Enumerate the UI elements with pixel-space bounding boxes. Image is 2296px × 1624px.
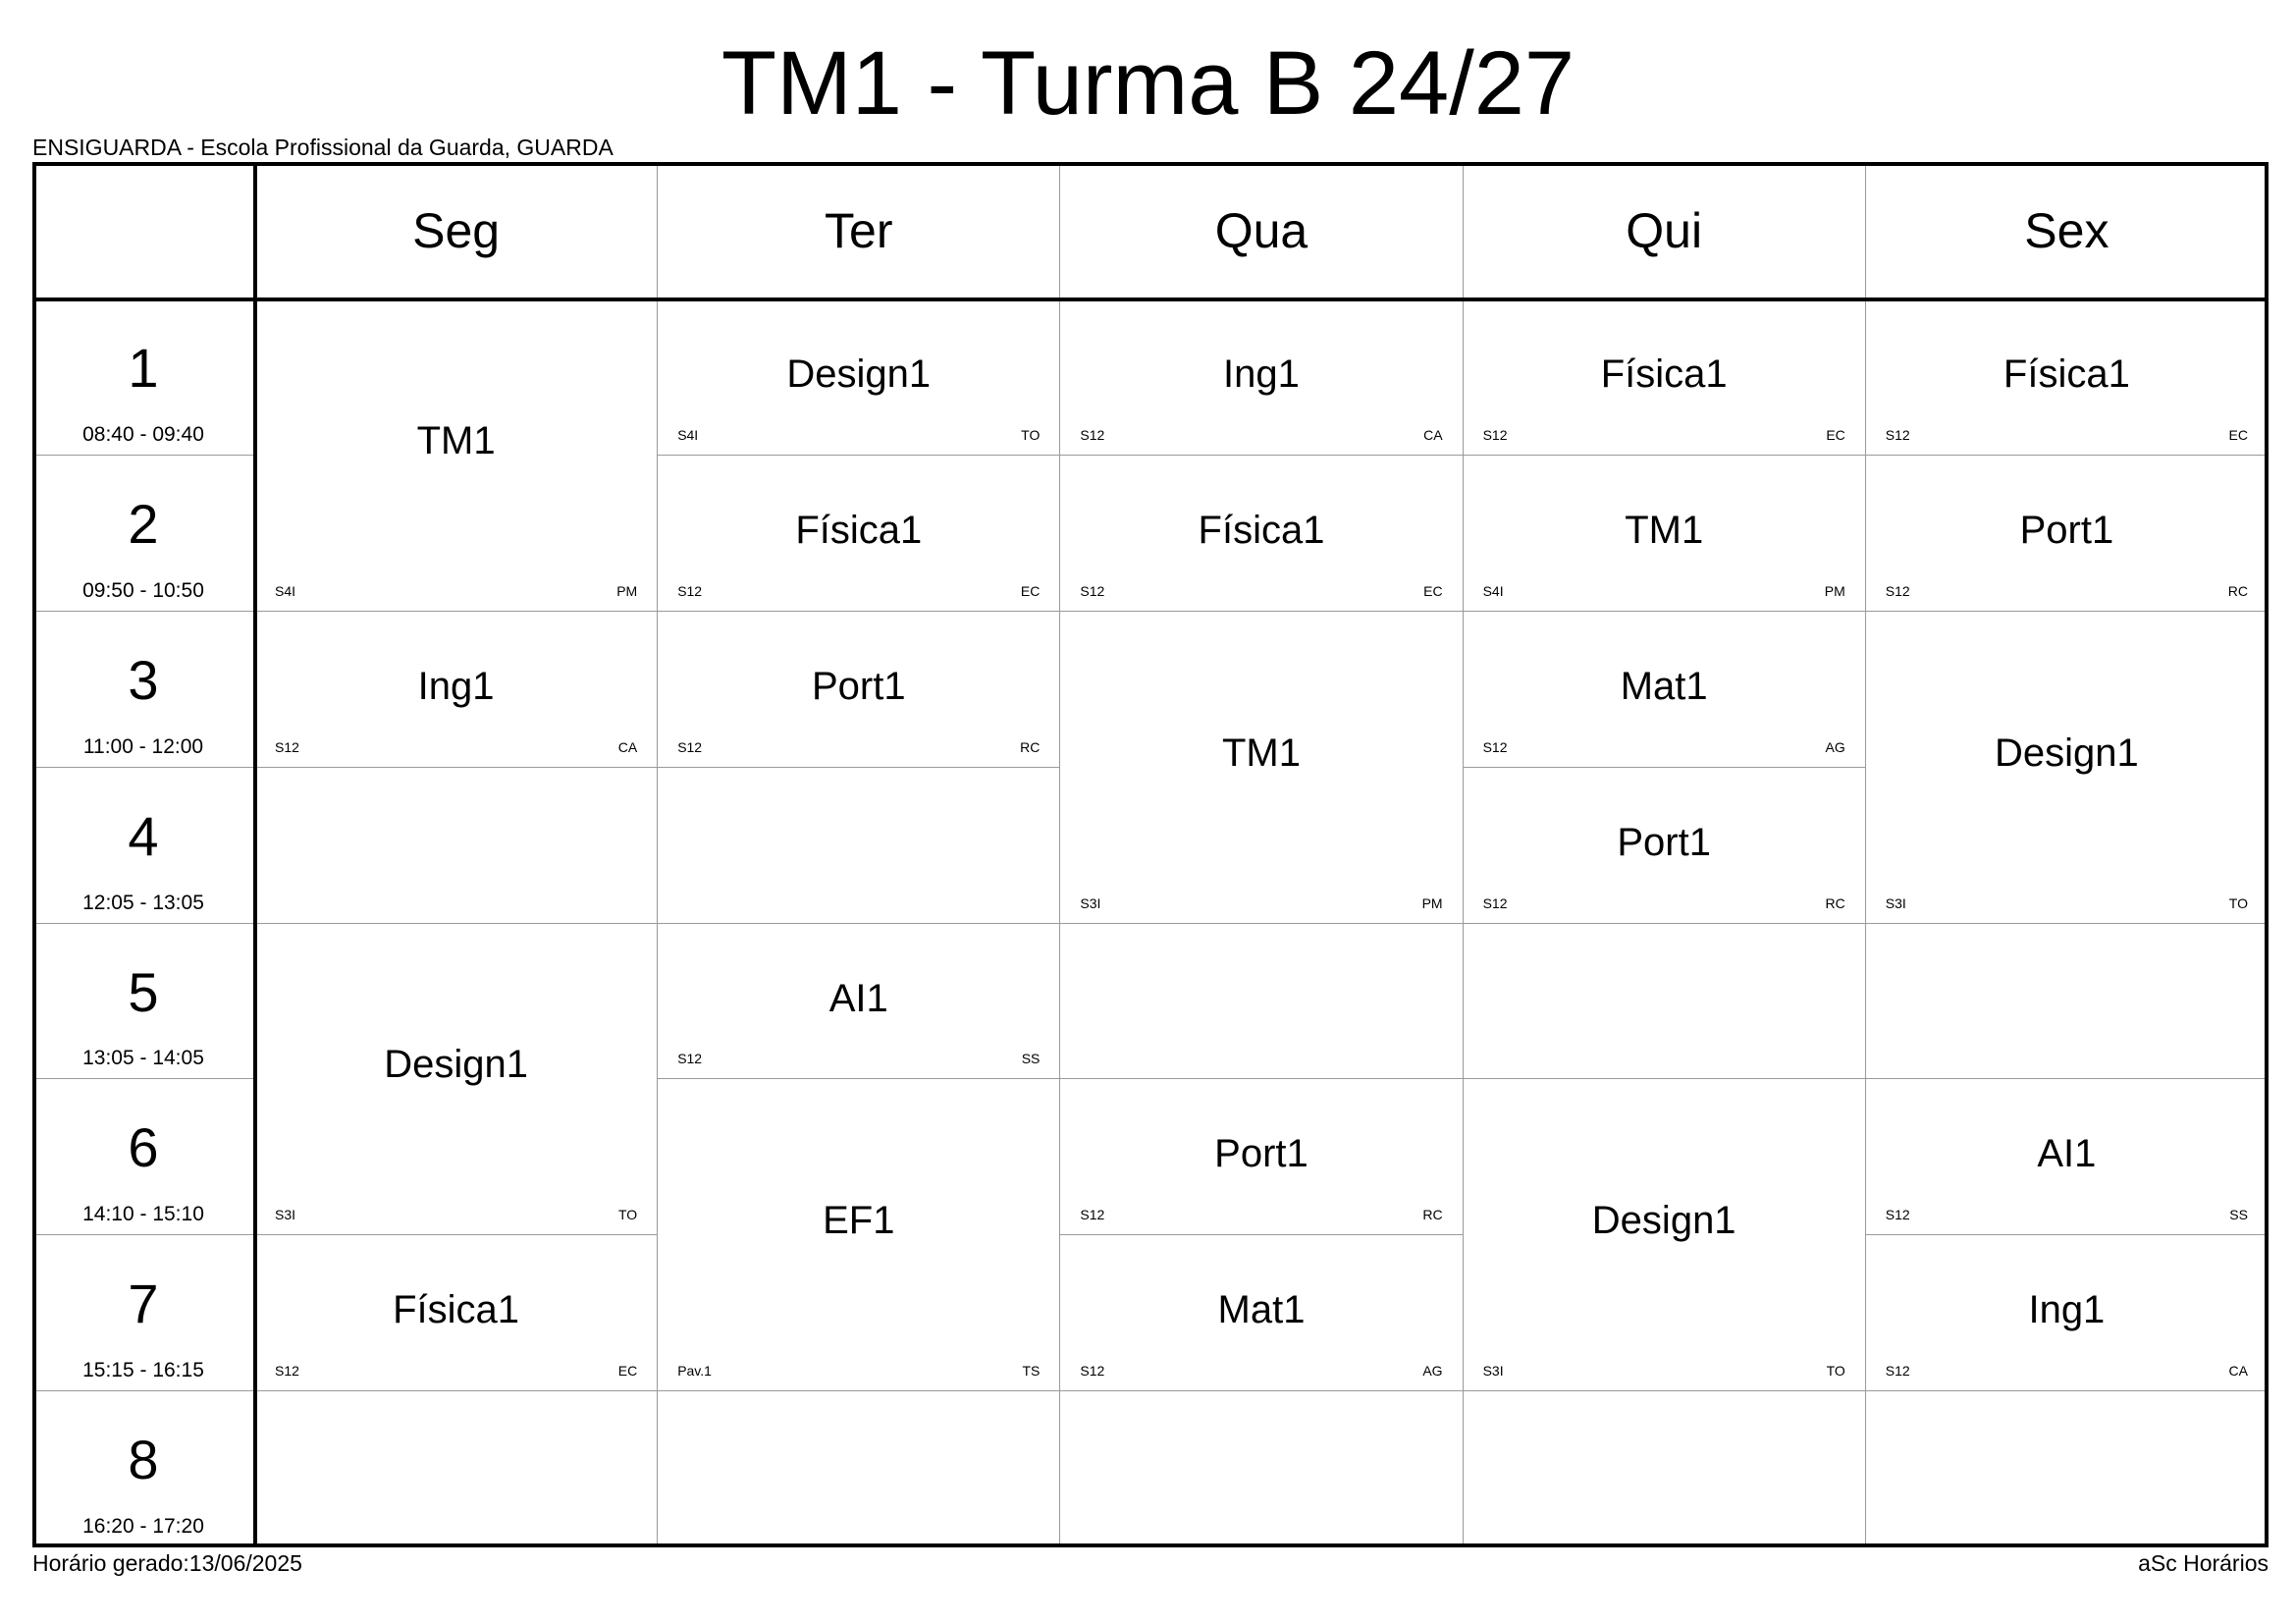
lesson-room: Pav.1 [677, 1363, 712, 1380]
empty-lesson-cell [1464, 1391, 1866, 1547]
lesson-teacher: CA [617, 738, 638, 755]
lesson-teacher: RC [1422, 1207, 1443, 1223]
lesson-subject: Design1 [384, 1043, 528, 1087]
lesson-subject: Física1 [2002, 352, 2130, 396]
lesson-cell [1060, 612, 1463, 924]
period-time: 16:20 - 17:20 [82, 1515, 204, 1538]
lesson-teacher: TS [1022, 1363, 1041, 1380]
lesson-room: S3I [1885, 894, 1906, 911]
lesson-teacher: RC [1020, 738, 1041, 755]
lesson-room: S12 [677, 738, 703, 755]
period-number: 1 [128, 337, 159, 399]
empty-lesson-cell [255, 768, 658, 924]
period-number: 8 [128, 1429, 159, 1491]
empty-lesson-cell [658, 768, 1060, 924]
lesson-subject: TM1 [1625, 508, 1704, 552]
lesson-subject: Design1 [1591, 1199, 1736, 1243]
period-number: 4 [128, 804, 159, 867]
lesson-teacher: EC [1423, 582, 1443, 599]
empty-lesson-cell [1464, 924, 1866, 1080]
lesson-cell [1464, 768, 1866, 924]
lesson-room: S4I [1482, 582, 1504, 599]
lesson-room: S12 [1482, 426, 1508, 443]
lesson-subject: Ing1 [1223, 352, 1300, 396]
lesson-subject: Ing1 [417, 664, 495, 708]
lesson-cell [1464, 612, 1866, 768]
lesson-teacher: TO [2228, 894, 2248, 911]
lesson-teacher: EC [2228, 426, 2248, 443]
empty-lesson-cell [255, 1391, 658, 1547]
period-cell-1 [32, 299, 255, 456]
lesson-teacher: EC [617, 1363, 638, 1380]
day-header-0: Seg [255, 162, 658, 299]
lesson-subject: Port1 [1214, 1132, 1308, 1176]
period-number: 3 [128, 648, 159, 711]
lesson-room: S12 [275, 738, 299, 755]
lesson-teacher: TO [1826, 1363, 1845, 1380]
period-number: 6 [128, 1116, 159, 1179]
period-number: 2 [128, 492, 159, 555]
period-cell-8 [32, 1391, 255, 1547]
lesson-room: S3I [1080, 894, 1101, 911]
lesson-teacher: PM [1421, 894, 1443, 911]
lesson-room: S12 [1080, 582, 1105, 599]
day-header-3: Qui [1464, 162, 1866, 299]
lesson-subject: Física1 [393, 1288, 520, 1332]
day-header-1: Ter [658, 162, 1060, 299]
generated-date: Horário gerado:13/06/2025 [32, 1550, 302, 1576]
period-time: 14:10 - 15:10 [82, 1203, 204, 1226]
lesson-cell [1866, 612, 2269, 924]
lesson-cell [1464, 456, 1866, 612]
lesson-teacher: PM [616, 582, 638, 599]
day-header-2: Qua [1060, 162, 1463, 299]
period-time: 12:05 - 13:05 [82, 891, 204, 914]
lesson-cell [1060, 299, 1463, 456]
period-cell-5 [32, 924, 255, 1080]
lesson-room: S12 [677, 1051, 703, 1067]
lesson-cell [658, 1079, 1060, 1391]
lesson-teacher: CA [1423, 426, 1443, 443]
lesson-teacher: RC [1825, 894, 1845, 911]
lesson-cell [1060, 1235, 1463, 1391]
lesson-cell [1464, 1079, 1866, 1391]
lesson-cell [1866, 299, 2269, 456]
lesson-subject: Port1 [811, 664, 906, 708]
lesson-teacher: AG [1825, 738, 1845, 755]
empty-lesson-cell [1866, 1391, 2269, 1547]
lesson-subject: Mat1 [1620, 664, 1708, 708]
lesson-teacher: SS [1021, 1051, 1041, 1067]
lesson-room: S12 [1885, 1207, 1910, 1223]
lesson-cell [1866, 1079, 2269, 1235]
lesson-room: S12 [1482, 738, 1508, 755]
lesson-room: S4I [677, 426, 699, 443]
period-cell-7 [32, 1235, 255, 1391]
lesson-teacher: CA [2228, 1363, 2248, 1380]
lesson-room: S4I [275, 582, 296, 599]
lesson-subject: Port1 [2019, 508, 2114, 552]
lesson-cell [1866, 456, 2269, 612]
lesson-teacher: TO [617, 1207, 638, 1223]
lesson-cell [255, 299, 658, 612]
empty-lesson-cell [1060, 924, 1463, 1080]
lesson-room: S12 [677, 582, 703, 599]
lesson-teacher: RC [2227, 582, 2248, 599]
lesson-teacher: TO [1021, 426, 1041, 443]
period-number: 5 [128, 960, 159, 1023]
lesson-subject: EF1 [823, 1199, 895, 1243]
lesson-teacher: EC [1826, 426, 1845, 443]
lesson-teacher: AG [1422, 1363, 1443, 1380]
lesson-room: S3I [275, 1207, 296, 1223]
period-cell-3 [32, 612, 255, 768]
period-time: 08:40 - 09:40 [82, 422, 204, 446]
lesson-cell [1060, 456, 1463, 612]
lesson-room: S12 [275, 1363, 299, 1380]
lesson-cell [255, 924, 658, 1236]
lesson-subject: Física1 [795, 508, 923, 552]
lesson-cell [658, 299, 1060, 456]
period-cell-2 [32, 456, 255, 612]
lesson-room: S12 [1885, 426, 1910, 443]
lesson-room: S12 [1080, 1207, 1105, 1223]
empty-lesson-cell [1060, 1391, 1463, 1547]
lesson-cell [658, 612, 1060, 768]
school-name: ENSIGUARDA - Escola Profissional da Guarda, GUARDA [32, 135, 614, 160]
lesson-room: S12 [1080, 426, 1105, 443]
lesson-subject: TM1 [1221, 731, 1301, 775]
lesson-cell [255, 612, 658, 768]
lesson-subject: Port1 [1617, 820, 1711, 864]
lesson-cell [1866, 1235, 2269, 1391]
lesson-room: S3I [1482, 1363, 1504, 1380]
lesson-subject: Física1 [1600, 352, 1728, 396]
lesson-teacher: EC [1020, 582, 1041, 599]
period-number: 7 [128, 1272, 159, 1335]
lesson-subject: TM1 [416, 418, 496, 462]
day-header-4: Sex [1866, 162, 2269, 299]
lesson-teacher: PM [1824, 582, 1845, 599]
lesson-cell [658, 924, 1060, 1080]
period-time: 13:05 - 14:05 [82, 1047, 204, 1070]
period-time: 15:15 - 16:15 [82, 1359, 204, 1382]
lesson-room: S12 [1885, 582, 1910, 599]
lesson-room: S12 [1482, 894, 1508, 911]
lesson-teacher: SS [2229, 1207, 2248, 1223]
lesson-cell [1464, 299, 1866, 456]
lesson-subject: Mat1 [1217, 1288, 1306, 1332]
empty-lesson-cell [1866, 924, 2269, 1080]
period-time: 11:00 - 12:00 [82, 734, 204, 758]
lesson-subject: AI1 [2037, 1132, 2097, 1176]
lesson-subject: Ing1 [2028, 1288, 2106, 1332]
page-title: TM1 - Turma B 24/27 [721, 33, 1575, 134]
lesson-subject: Física1 [1198, 508, 1325, 552]
lesson-subject: Design1 [786, 352, 932, 396]
lesson-cell [1060, 1079, 1463, 1235]
corner-cell [32, 162, 255, 299]
empty-lesson-cell [658, 1391, 1060, 1547]
period-cell-4 [32, 768, 255, 924]
period-cell-6 [32, 1079, 255, 1235]
lesson-room: S12 [1885, 1363, 1910, 1380]
lesson-cell [255, 1235, 658, 1391]
timetable-grid [32, 162, 2269, 1547]
lesson-subject: AI1 [828, 976, 888, 1020]
period-time: 09:50 - 10:50 [82, 578, 204, 602]
lesson-subject: Design1 [1995, 731, 2139, 775]
lesson-room: S12 [1080, 1363, 1105, 1380]
lesson-cell [658, 456, 1060, 612]
software-credit: aSc Horários [2138, 1550, 2269, 1576]
